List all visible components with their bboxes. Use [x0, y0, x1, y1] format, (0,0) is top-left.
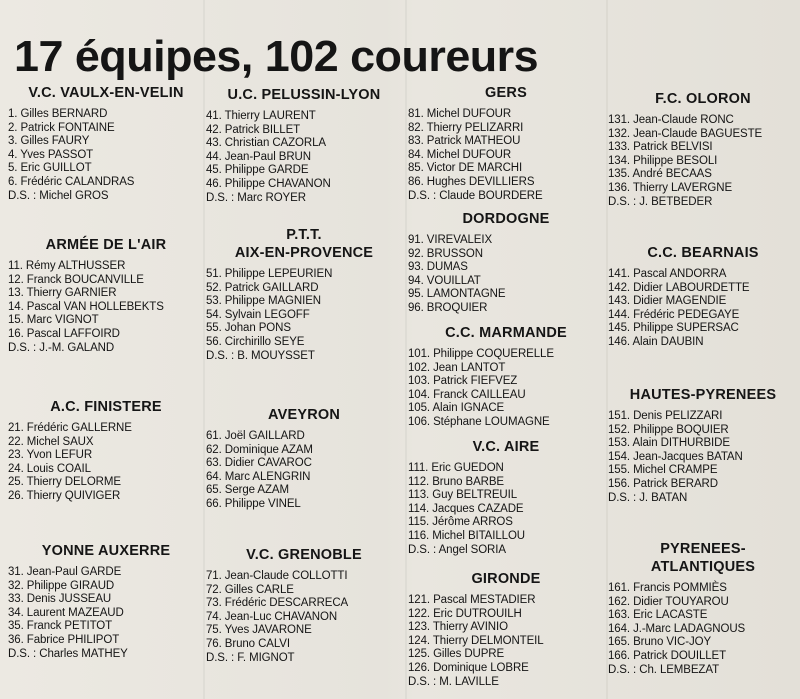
team-name-line-2: ATLANTIQUES	[650, 559, 756, 575]
rider-entry: 16. Pascal LAFFOIRD	[8, 327, 120, 340]
rider-list	[206, 570, 402, 665]
team-block	[8, 84, 204, 203]
rider-entry: 31. Jean-Paul GARDE	[8, 566, 122, 578]
rider-entry: 35. Franck PETITOT	[8, 620, 113, 633]
rider-entry: 116. Michel BITAILLOU	[408, 529, 525, 542]
rider-entry: 36. Fabrice PHILIPOT	[8, 633, 120, 646]
rider-entry: 26. Thierry QUIVIGER	[8, 489, 121, 502]
director-line: D.S. : M. LAVILLE	[408, 675, 499, 688]
director-line: D.S. : Ch. LEMBEZAT	[608, 663, 719, 676]
rider-entry: 135. André BECAAS	[608, 168, 712, 181]
team-name: V.C. VAULX-EN-VELIN	[28, 85, 184, 101]
team-block	[8, 542, 204, 661]
rider-list	[408, 594, 604, 689]
team-name: GIRONDE	[471, 571, 541, 587]
rider-entry: 5. Eric GUILLOT	[8, 162, 92, 175]
rider-list	[608, 114, 798, 209]
rider-entry: 41. Thierry LAURENT	[206, 110, 316, 122]
rider-list	[8, 108, 204, 203]
team-name: GERS	[485, 85, 527, 101]
rider-entry: 105. Alain IGNACE	[408, 402, 505, 415]
rider-entry: 72. Gilles CARLE	[206, 583, 294, 596]
rider-entry: 52. Patrick GAILLARD	[206, 281, 319, 294]
rider-entry: 122. Eric DUTROUILH	[408, 607, 522, 620]
team-name: V.C. GRENOBLE	[246, 547, 362, 563]
rider-list	[206, 268, 402, 363]
team-name: AVEYRON	[267, 407, 341, 423]
rider-entry: 96. BROQUIER	[408, 301, 488, 314]
rider-entry: 115. Jérôme ARROS	[408, 516, 513, 529]
rider-entry: 92. BRUSSON	[408, 247, 483, 260]
rider-entry: 24. Louis COAIL	[8, 462, 91, 475]
team-block	[608, 540, 798, 677]
rider-list	[408, 462, 604, 557]
rider-entry: 142. Didier LABOURDETTE	[608, 281, 750, 294]
rider-entry: 101. Philippe COQUERELLE	[408, 348, 554, 360]
team-block	[608, 386, 798, 505]
rider-entry: 81. Michel DUFOUR	[408, 108, 512, 120]
rider-entry: 95. LAMONTAGNE	[408, 288, 506, 301]
column-divider	[405, 0, 407, 699]
rider-entry: 136. Thierry LAVERGNE	[608, 181, 733, 194]
director-line: D.S. : Michel GROS	[8, 189, 109, 202]
rider-entry: 33. Denis JUSSEAU	[8, 593, 112, 606]
rider-entry: 161. Francis POMMIÈS	[608, 582, 727, 594]
director-line: D.S. : Angel SORIA	[408, 543, 506, 556]
team-block	[608, 90, 798, 209]
rider-entry: 6. Frédéric CALANDRAS	[8, 175, 135, 188]
rider-entry: 32. Philippe GIRAUD	[8, 579, 115, 592]
team-name: C.C. MARMANDE	[445, 325, 567, 341]
team-name: F.C. OLORON	[655, 91, 751, 107]
rider-entry: 102. Jean LANTOT	[408, 361, 506, 374]
rider-entry: 156. Patrick BERARD	[608, 477, 718, 490]
rider-entry: 162. Didier TOUYAROU	[608, 595, 729, 608]
rider-entry: 63. Didier CAVAROC	[206, 457, 312, 470]
team-block	[8, 236, 204, 355]
rider-entry: 4. Yves PASSOT	[8, 148, 94, 161]
rider-entry: 64. Marc ALENGRIN	[206, 470, 311, 483]
rider-entry: 104. Franck CAILLEAU	[408, 388, 526, 401]
director-line: D.S. : Claude BOURDERE	[408, 189, 543, 202]
rider-list	[408, 348, 604, 430]
rider-entry: 84. Michel DUFOUR	[408, 148, 512, 161]
team-block	[8, 398, 204, 504]
rider-entry: 61. Joël GAILLARD	[206, 430, 305, 442]
rider-entry: 111. Eric GUEDON	[408, 462, 504, 474]
rider-list	[608, 582, 798, 677]
rider-entry: 165. Bruno VIC-JOY	[608, 636, 712, 649]
rider-entry: 73. Frédéric DESCARRECA	[206, 597, 349, 610]
rider-entry: 43. Christian CAZORLA	[206, 137, 326, 150]
rider-entry: 44. Jean-Paul BRUN	[206, 150, 311, 163]
team-name: U.C. PELUSSIN-LYON	[227, 87, 381, 103]
team-block	[608, 244, 798, 350]
rider-entry: 66. Philippe VINEL	[206, 497, 301, 510]
team-name: A.C. FINISTERE	[50, 399, 162, 415]
team-block	[408, 438, 604, 557]
team-block	[408, 324, 604, 430]
rider-entry: 131. Jean-Claude RONC	[608, 114, 734, 126]
rider-entry: 154. Jean-Jacques BATAN	[608, 450, 743, 463]
team-block	[206, 406, 402, 512]
rider-entry: 25. Thierry DELORME	[8, 476, 121, 489]
rider-entry: 42. Patrick BILLET	[206, 123, 301, 136]
team-block	[408, 84, 604, 203]
rider-list	[206, 110, 402, 205]
rider-entry: 74. Jean-Luc CHAVANON	[206, 610, 338, 623]
rider-entry: 86. Hughes DEVILLIERS	[408, 175, 535, 188]
rider-entry: 141. Pascal ANDORRA	[608, 268, 727, 280]
rider-entry: 55. Johan PONS	[206, 322, 291, 335]
rider-entry: 1. Gilles BERNARD	[8, 108, 108, 120]
rider-entry: 3. Gilles FAURY	[8, 135, 90, 148]
rider-entry: 166. Patrick DOUILLET	[608, 649, 727, 662]
rider-entry: 75. Yves JAVARONE	[206, 624, 312, 637]
rider-list	[8, 422, 204, 504]
rider-entry: 144. Frédéric PEDEGAYE	[608, 308, 740, 321]
team-name: YONNE AUXERRE	[41, 543, 171, 559]
rider-entry: 124. Thierry DELMONTEIL	[408, 634, 544, 647]
rider-entry: 62. Dominique AZAM	[206, 443, 313, 456]
rider-entry: 21. Frédéric GALLERNE	[8, 422, 132, 434]
rider-list	[408, 234, 604, 316]
rider-entry: 46. Philippe CHAVANON	[206, 177, 331, 190]
rider-entry: 51. Philippe LEPEURIEN	[206, 268, 333, 280]
rider-entry: 34. Laurent MAZEAUD	[8, 606, 124, 619]
rider-entry: 121. Pascal MESTADIER	[408, 594, 536, 606]
team-block	[408, 570, 604, 689]
team-block	[206, 226, 402, 363]
team-name: HAUTES-PYRENEES	[629, 387, 777, 403]
rider-entry: 113. Guy BELTREUIL	[408, 489, 517, 502]
rider-list	[608, 410, 798, 505]
rider-entry: 12. Franck BOUCANVILLE	[8, 273, 144, 286]
rider-entry: 23. Yvon LEFUR	[8, 449, 93, 462]
rider-entry: 155. Michel CRAMPE	[608, 464, 718, 477]
rider-entry: 153. Alain DITHURBIDE	[608, 437, 730, 450]
rider-entry: 85. Victor DE MARCHI	[408, 162, 523, 175]
rider-entry: 163. Eric LACASTE	[608, 609, 708, 622]
team-block	[206, 546, 402, 665]
rider-entry: 91. VIREVALEIX	[408, 234, 493, 246]
team-block	[206, 86, 402, 205]
rider-entry: 143. Didier MAGENDIE	[608, 295, 727, 308]
rider-entry: 134. Philippe BESOLI	[608, 154, 718, 167]
team-name-line-2: AIX-EN-PROVENCE	[234, 245, 374, 261]
rider-entry: 133. Patrick BELVISI	[608, 141, 713, 154]
director-line: D.S. : Marc ROYER	[206, 191, 306, 204]
rider-entry: 65. Serge AZAM	[206, 484, 289, 497]
rider-entry: 103. Patrick FIEFVEZ	[408, 375, 518, 388]
rider-entry: 151. Denis PELIZZARI	[608, 410, 723, 422]
rider-entry: 146. Alain DAUBIN	[608, 335, 704, 348]
rider-entry: 126. Dominique LOBRE	[408, 661, 529, 674]
team-name: C.C. BEARNAIS	[647, 245, 759, 261]
team-name: DORDOGNE	[462, 211, 550, 227]
rider-entry: 145. Philippe SUPERSAC	[608, 322, 739, 335]
rider-entry: 71. Jean-Claude COLLOTTI	[206, 570, 348, 582]
rider-entry: 11. Rémy ALTHUSSER	[8, 260, 126, 272]
director-line: D.S. : J.-M. GALAND	[8, 341, 115, 354]
rider-entry: 15. Marc VIGNOT	[8, 314, 99, 327]
team-name: P.T.T.	[286, 227, 322, 243]
rider-entry: 132. Jean-Claude BAGUESTE	[608, 127, 763, 140]
rider-list	[8, 566, 204, 661]
team-block	[408, 210, 604, 316]
rider-entry: 152. Philippe BOQUIER	[608, 423, 729, 436]
page-title: 17 équipes, 102 coureurs	[14, 32, 539, 82]
rider-entry: 82. Thierry PELIZARRI	[408, 121, 524, 134]
rider-entry: 94. VOUILLAT	[408, 274, 481, 287]
director-line: D.S. : J. BETBEDER	[608, 195, 713, 208]
rider-entry: 83. Patrick MATHEOU	[408, 135, 521, 148]
director-line: D.S. : Charles MATHEY	[8, 647, 128, 660]
rider-entry: 56. Circhirillo SEYE	[206, 335, 305, 348]
rider-entry: 93. DUMAS	[408, 261, 468, 274]
team-name: PYRENEES-	[660, 541, 746, 557]
rider-entry: 2. Patrick FONTAINE	[8, 121, 115, 134]
rider-entry: 53. Philippe MAGNIEN	[206, 295, 321, 308]
rider-list	[8, 260, 204, 355]
rider-entry: 45. Philippe GARDE	[206, 164, 309, 177]
rider-entry: 164. J.-Marc LADAGNOUS	[608, 622, 746, 635]
rider-list	[206, 430, 402, 512]
rider-entry: 106. Stéphane LOUMAGNE	[408, 415, 550, 428]
rider-entry: 54. Sylvain LEGOFF	[206, 308, 310, 321]
rider-entry: 125. Gilles DUPRE	[408, 648, 505, 661]
rider-entry: 114. Jacques CAZADE	[408, 502, 524, 515]
rider-entry: 112. Bruno BARBE	[408, 475, 504, 488]
rider-entry: 22. Michel SAUX	[8, 435, 94, 448]
rider-list	[608, 268, 798, 350]
rider-entry: 123. Thierry AVINIO	[408, 621, 508, 634]
rider-entry: 13. Thierry GARNIER	[8, 287, 117, 300]
team-name: V.C. AIRE	[472, 439, 540, 455]
rider-entry: 76. Bruno CALVI	[206, 637, 290, 650]
team-name: ARMÉE DE L'AIR	[45, 237, 167, 253]
rider-list	[408, 108, 604, 203]
director-line: D.S. : B. MOUYSSET	[206, 349, 315, 362]
director-line: D.S. : J. BATAN	[608, 491, 688, 504]
rider-entry: 14. Pascal VAN HOLLEBEKTS	[8, 300, 164, 313]
director-line: D.S. : F. MIGNOT	[206, 651, 295, 664]
